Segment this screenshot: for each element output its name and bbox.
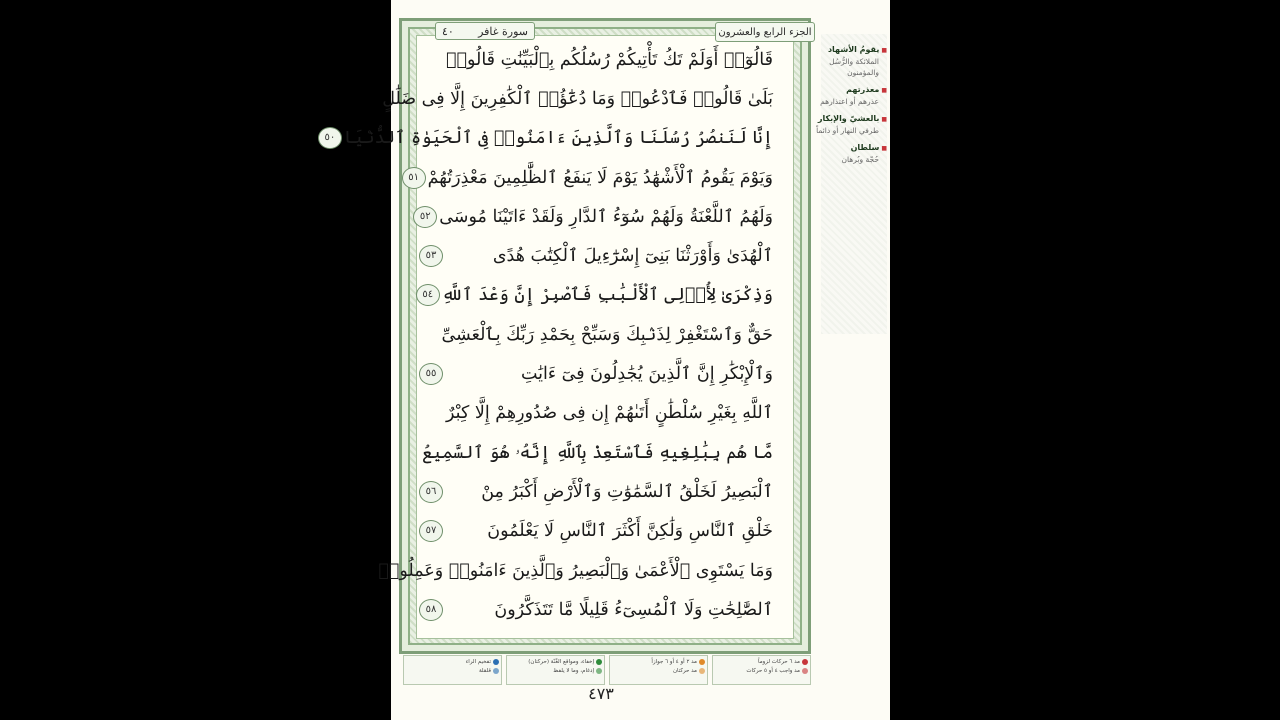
color-dot-icon bbox=[596, 668, 602, 674]
glossary-term: ■ بالعشيّ والإبكار bbox=[815, 113, 887, 125]
verse-line bbox=[417, 433, 773, 472]
glossary-term: ■ سلطان bbox=[815, 142, 887, 154]
legend-label: إدغام، وما لا يلفظ bbox=[553, 668, 594, 674]
verse-line bbox=[417, 236, 773, 275]
verse-line bbox=[417, 197, 773, 236]
sura-name: سورة غافر bbox=[478, 24, 528, 38]
sidebar-ornament bbox=[821, 34, 887, 334]
verse-line bbox=[324, 119, 773, 158]
mushaf-page bbox=[324, 0, 890, 720]
ayah-number-marker: ٥١ bbox=[402, 167, 426, 189]
color-dot-icon bbox=[802, 668, 808, 674]
verse-text: وَلَهُمُ ٱللَّعْنَةُ وَلَهُمْ سُوٓءُ ٱلدَّارِ وَلَقَدْ ءَاتَيْنَا مُوسَى bbox=[439, 206, 773, 227]
glossary-item bbox=[815, 142, 887, 165]
verse-text: وَيَوْمَ يَقُومُ ٱلْأَشْهَٰدُ يَوْمَ لَا يَنفَعُ ٱلظَّٰلِمِينَ مَعْذِرَتُهُمْ bbox=[427, 167, 773, 188]
verse-line bbox=[417, 354, 773, 393]
glossary-meaning: الملائكة والرُّسُل والمؤمنون bbox=[829, 57, 879, 77]
legend-label: مد واجب ٤ أو ٥ حركات bbox=[746, 668, 800, 674]
verse-text: ٱلصَّٰلِحَٰتِ وَلَا ٱلْمُسِىٓءُ قَلِيلًا مَّا تَتَذَكَّرُونَ bbox=[494, 599, 773, 620]
verse-text: بَلَىٰ قَالُوا۟ فَٱدْعُوا۟ وَمَا دُعَٰٓؤُا۟ ٱلْكَٰفِرِينَ إِلَّا فِى ضَلَٰلٍ bbox=[382, 88, 773, 109]
glossary-item bbox=[815, 113, 887, 136]
glossary-item bbox=[815, 84, 887, 107]
legend-label: تفخيم الراء bbox=[465, 659, 491, 665]
verse-text: وَمَا يَسْتَوِى ٱلْأَعْمَىٰ وَٱلْبَصِيرُ وَٱلَّذِينَ ءَامَنُوا۟ وَعَمِلُوا۟ bbox=[378, 560, 773, 581]
legend-box bbox=[403, 655, 502, 685]
juz-header bbox=[715, 22, 815, 42]
verse-text: ٱللَّهِ بِغَيْرِ سُلْطَٰنٍ أَتَىٰهُمْ إِن فِى صُدُورِهِمْ إِلَّا كِبْرٌ bbox=[446, 403, 773, 424]
color-dot-icon bbox=[493, 668, 499, 674]
verse-line bbox=[417, 472, 773, 511]
glossary-term: ■ معذرتهم bbox=[815, 84, 887, 96]
color-dot-icon bbox=[699, 668, 705, 674]
verse-line bbox=[417, 276, 773, 315]
legend-label: مد حركتان bbox=[672, 668, 697, 674]
verse-text: ٱلْهُدَىٰ وَأَوْرَثْنَا بَنِىٓ إِسْرَٰٓءِيلَ ٱلْكِتَٰبَ هُدًى bbox=[492, 246, 773, 267]
color-dot-icon bbox=[493, 659, 499, 665]
tajweed-legend bbox=[403, 655, 811, 685]
verse-line bbox=[408, 158, 773, 197]
verse-line bbox=[378, 551, 773, 590]
ayah-number-marker: ٥٨ bbox=[419, 599, 443, 621]
verse-text: خَلْقِ ٱلنَّاسِ وَلَٰكِنَّ أَكْثَرَ ٱلنَّاسِ لَا يَعْلَمُونَ bbox=[487, 521, 773, 542]
juz-name: الجزء الرابع والعشرون bbox=[718, 26, 812, 38]
glossary-item bbox=[815, 44, 887, 78]
verse-lines bbox=[324, 40, 773, 640]
ayah-number-marker: ٥٤ bbox=[416, 284, 440, 306]
legend-label: مد ٦ حركات لزوماً bbox=[758, 659, 800, 665]
glossary-meaning: طرفي النهار أو دائماً bbox=[816, 126, 879, 135]
color-dot-icon bbox=[596, 659, 602, 665]
legend-box bbox=[506, 655, 605, 685]
ayah-number-marker: ٥٦ bbox=[419, 481, 443, 503]
ayah-number-marker: ٥٠ bbox=[318, 127, 342, 149]
verse-text: وَٱلْإِبْكَٰرِ إِنَّ ٱلَّذِينَ يُجَٰدِلُونَ فِىٓ ءَايَٰتِ bbox=[520, 364, 773, 385]
color-dot-icon bbox=[802, 659, 808, 665]
ayah-number-marker: ٥٣ bbox=[419, 245, 443, 267]
verse-text: مَّا هُم بِبَٰلِغِيهِ فَٱسْتَعِذْ بِٱللَّهِ إِنَّهُۥ هُوَ ٱلسَّمِيعُ bbox=[422, 442, 773, 463]
legend-label: إخفاء، ومواقع الغُنّة (حركتان) bbox=[528, 659, 594, 665]
verse-text: وَذِكْرَىٰ لِأُو۟لِى ٱلْأَلْبَٰبِ فَٱصْبِرْ إِنَّ وَعْدَ ٱللَّهِ bbox=[441, 285, 773, 306]
verse-line bbox=[417, 40, 773, 79]
verse-line bbox=[417, 315, 773, 354]
verse-text: ٱلْبَصِيرُ لَخَلْقُ ٱلسَّمَٰوَٰتِ وَٱلْأَرْضِ أَكْبَرُ مِنْ bbox=[481, 481, 773, 502]
glossary-term: ■ يقومُ الأشهاد bbox=[815, 44, 887, 56]
color-dot-icon bbox=[699, 659, 705, 665]
sura-number: ٤٠ bbox=[442, 24, 454, 38]
ayah-number-marker: ٥٧ bbox=[419, 520, 443, 542]
glossary-meaning: عذرهم أو اعتذارهم bbox=[820, 97, 879, 106]
verse-text: إِنَّا لَنَنصُرُ رُسُلَنَا وَٱلَّذِينَ ءَامَنُوا۟ فِى ٱلْحَيَوٰةِ ٱلدُّنْيَا bbox=[343, 128, 773, 149]
page-number: ٤٧٣ bbox=[588, 684, 614, 703]
verse-line bbox=[417, 590, 773, 629]
glossary-list bbox=[815, 44, 887, 165]
verse-text: قَالُوٓا۟ أَوَلَمْ تَكُ تَأْتِيكُمْ رُسُلُكُم بِٱلْبَيِّنَٰتِ قَالُوا۟ bbox=[445, 49, 773, 70]
legend-box bbox=[712, 655, 811, 685]
glossary-sidebar bbox=[815, 44, 887, 171]
verse-line bbox=[417, 512, 773, 551]
ayah-number-marker: ٥٥ bbox=[419, 363, 443, 385]
ayah-number-marker: ٥٢ bbox=[413, 206, 437, 228]
glossary-meaning: حُجّة وبُرهان bbox=[841, 155, 879, 164]
sura-header bbox=[435, 22, 535, 40]
legend-label: قلقلة bbox=[478, 668, 491, 674]
legend-label: مد ٢ أو ٤ أو ٦ جوازاً bbox=[651, 659, 697, 665]
verse-text: حَقٌّ وَٱسْتَغْفِرْ لِذَنۢبِكَ وَسَبِّحْ بِحَمْدِ رَبِّكَ بِٱلْعَشِىِّ bbox=[441, 324, 773, 345]
verse-line bbox=[382, 79, 773, 118]
legend-box bbox=[609, 655, 708, 685]
verse-line bbox=[417, 394, 773, 433]
